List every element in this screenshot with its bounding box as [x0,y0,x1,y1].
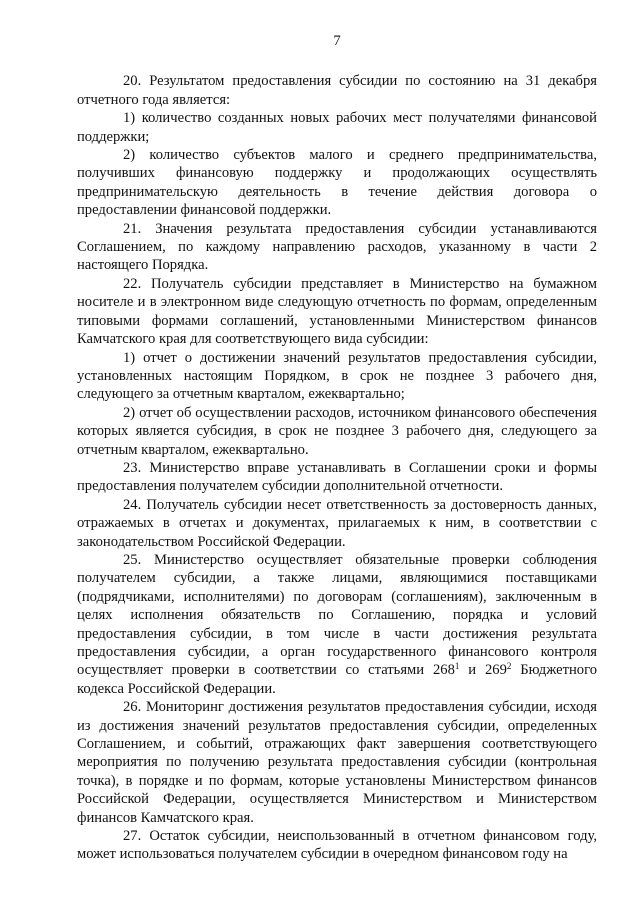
page-number: 7 [333,33,341,49]
paragraph-27: 27. Остаток субсидии, неиспользованный в отчетном финансовом году, может использоваться получателем субсидии в очередном финансовом году на [77,828,597,863]
paragraph-22: 22. Получатель субсидии представляет в Министерство на бумажном носителе и в электронном виде следующую отчетность по формам, определенным типовыми формами соглашений, установленными Министерством финансов Камчатского края для соответствующего вида субсидии: [77,275,597,348]
paragraph-21: 21. Значения результата предоставления субсидии устанавливаются Соглашением, по каждому направлению расходов, указанному в части 2 настоящего Порядка. [77,220,597,274]
paragraph-25-text-middle: и 269 [459,662,507,679]
paragraph-25-superscript-1: 1 [454,661,460,672]
paragraph-25-text-before: 25. Министерство осуществляет обязательные проверки соблюдения получателем субсидии, а также лицами, являющимися поставщиками (подрядчиками, исполнителями) по договорам (соглашениям), заключенным в целях исполнения обязательств по Соглашению, порядка и условий предоставления субсидии, в том числе в части достижения результата предоставления субсидии, а орган государственного финансового контроля осуществляет проверки в соответствии со статьями 268 [77,551,597,679]
paragraph-20: 20. Результатом предоставления субсидии по состоянию на 31 декабря отчетного года является: [77,73,597,108]
paragraph-25-superscript-2: 2 [506,661,512,672]
paragraph-22-item-1: 1) отчет о достижении значений результатов предоставления субсидии, установленных настоящим Порядком, в срок не позднее 3 рабочего дня, следующего за отчетным кварталом, ежеквартально; [77,349,597,403]
paragraph-23: 23. Министерство вправе устанавливать в Соглашении сроки и формы предоставления получателем субсидии дополнительной отчетности. [77,459,597,495]
paragraph-20-item-2: 2) количество субъектов малого и среднего предпринимательства, получивших финансовую поддержку и продолжающих осуществлять предпринимательскую деятельность в течение действия договора о предоставлении финансовой поддержки. [77,147,597,219]
paragraph-25 [77,551,597,698]
paragraph-25-text-after: Бюджетного кодекса Российской Федерации. [77,662,598,697]
paragraph-24: 24. Получатель субсидии несет ответственность за достоверность данных, отражаемых в отчетах и документах, прилагаемых к ним, в соответствии с законодательством Российской Федерации. [77,496,597,550]
paragraph-22-item-2: 2) отчет об осуществлении расходов, источником финансового обеспечения которых является субсидия, в срок не позднее 3 рабочего дня, следующего за отчетным кварталом, ежеквартально. [77,404,597,458]
paragraph-20-item-1: 1) количество созданных новых рабочих мест получателями финансовой поддержки; [77,110,597,145]
paragraph-26: 26. Мониторинг достижения результатов предоставления субсидии, исходя из достижения значений результатов предоставления субсидии, определенных Соглашением, и событий, отражающих факт завершения соответствующего мероприятия по получению результата предоставления субсидии (контрольная точка), в порядке и по формам, которые установлены Министерством финансов Российской Федерации, осуществляется Министерством и Министерством финансов Камчатского края. [77,699,597,826]
